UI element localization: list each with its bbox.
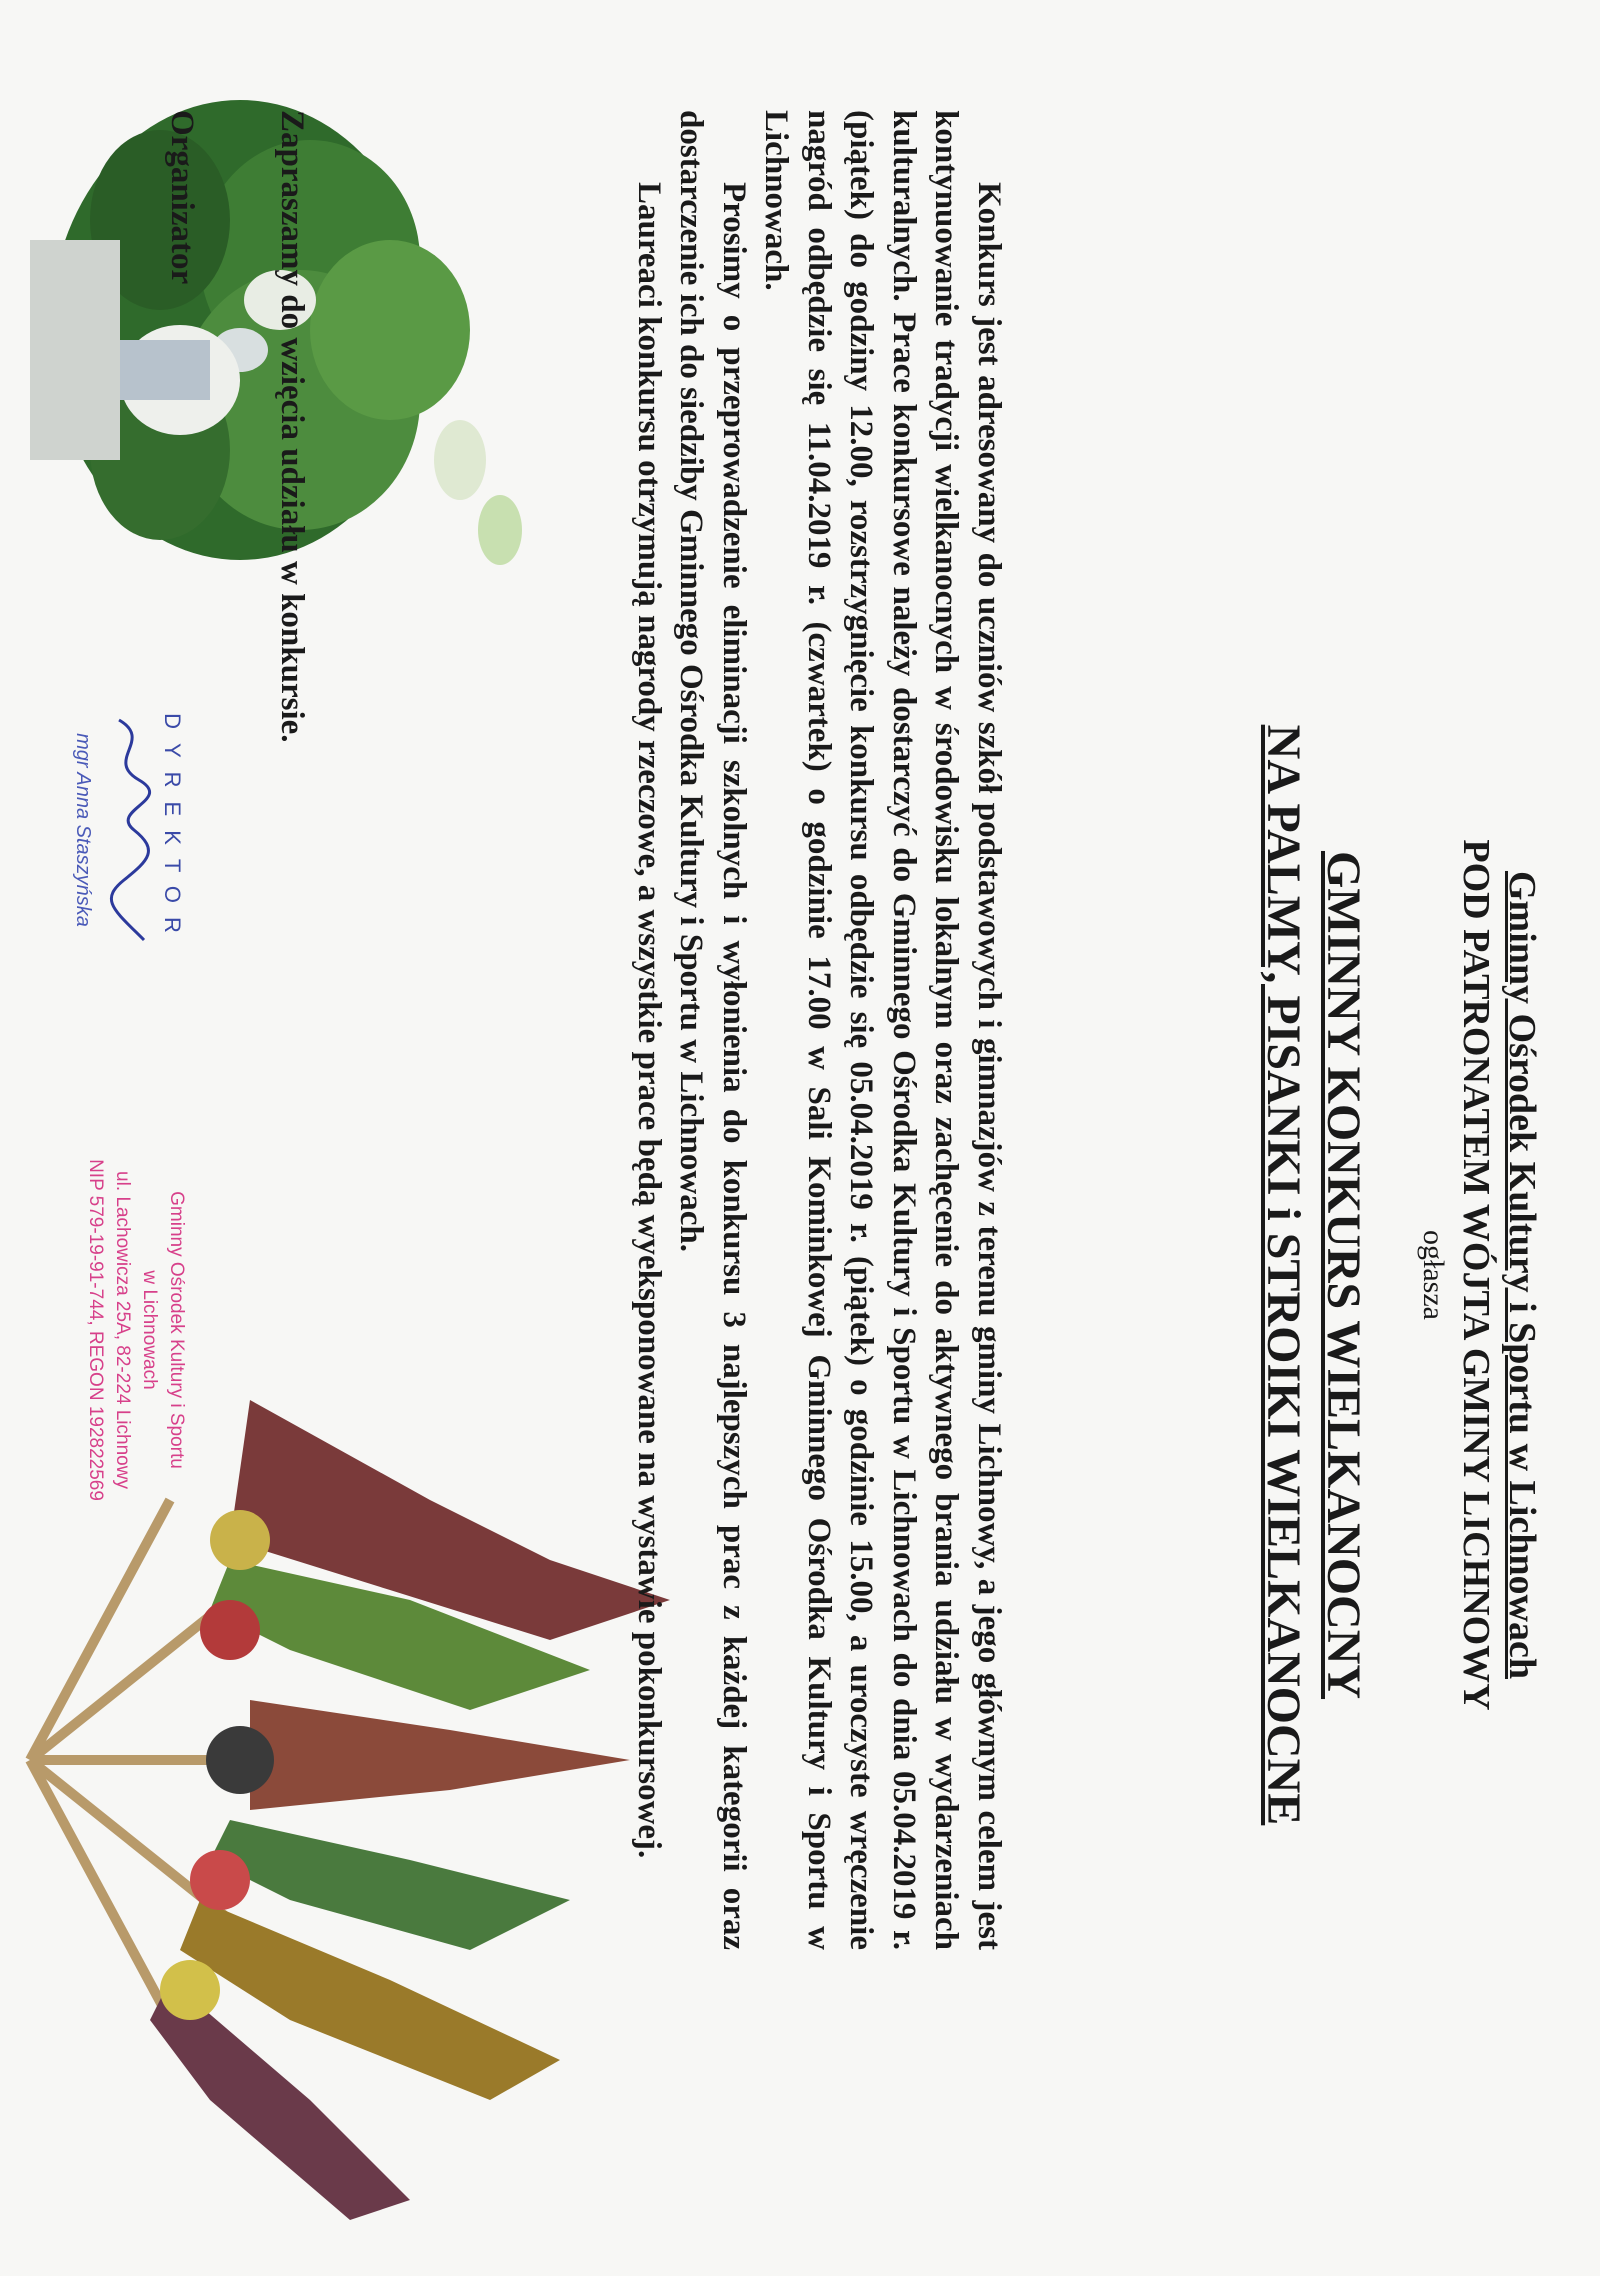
director-signature-block — [71, 700, 185, 960]
announces-line: ogłasza — [1417, 1230, 1450, 1320]
contest-title — [1253, 700, 1373, 1850]
invitation-text: Zapraszamy do wzięcia udziału w konkursie. — [274, 110, 310, 743]
handwritten-signature — [99, 710, 159, 950]
stamp-line3: ul. Lachowicza 25A, 82-224 Lichnowy — [112, 1171, 133, 1489]
stamp-line1: Gminny Ośrodek Kultury i Sportu — [166, 1191, 187, 1469]
stamp-line2: w Lichnowach — [139, 1270, 160, 1390]
paragraph-eliminations: Prosimy o przeprowadzenie eliminacji szkolnych i wyłonienia do konkursu 3 najlepszych prac z każdej kategorii oraz dostarczenie ich do siedziby Gminnego Ośrodka Kultury i Sportu w Lichnowach. — [673, 110, 752, 1950]
stamp-line4: NIP 579-19-91-744, REGON 192822569 — [85, 1159, 106, 1501]
organizer-label: Organizator — [164, 110, 200, 285]
director-role: DYREKTOR — [160, 713, 185, 947]
basket-pot — [30, 240, 120, 460]
announcement-body — [628, 110, 1011, 1950]
contest-title-line1: GMINNY KONKURS WIELKANOCNY — [1317, 850, 1370, 1700]
contest-title-line2: NA PALMY, PISANKI i STROIKI WIELKANOCNE — [1257, 724, 1310, 1826]
paragraph-description: Konkurs jest adresowany do uczniów szkół podstawowych i gimnazjów z terenu gminy Lichnowy, a jego głównym celem jest kontynuowanie tradycji wielkanocnych w środowisku lokalnym oraz zachęcenie do aktywnego brania udziału w wydarzeniach kulturalnych. Prace konkursowe należy dostarczyć do Gminnego Ośrodka Kultury i Sportu w Lichnowach do dnia 05.04.2019 r. (piątek) do godziny 12.00, rozstrzygnięcie konkursu odbędzie się 05.04.2019 r. (piątek) o godzinie 15.00, a uroczyste wręczenie nagród odbędzie się 11.04.2019 r. (czwartek) o godzinie 17.00 w Sali Kominkowej Gminnego Ośrodka Kultury i Sportu w Lichnowach. — [758, 110, 1007, 1950]
organization-name: Gminny Ośrodek Kultury i Sportu w Lichnowach — [1501, 870, 1543, 1679]
patronage-line: POD PATRONATEM WÓJTA GMINY LICHNOWY — [1455, 839, 1497, 1711]
paragraph-prizes: Laureaci konkursu otrzymują nagrody rzeczowe, a wszystkie prace będą wyeksponowane na wystawie pokonkursowej. — [631, 182, 667, 1859]
director-name: mgr Anna Staszyńska — [72, 733, 94, 927]
organization-stamp — [82, 1140, 190, 1520]
header — [1253, 700, 1545, 1850]
